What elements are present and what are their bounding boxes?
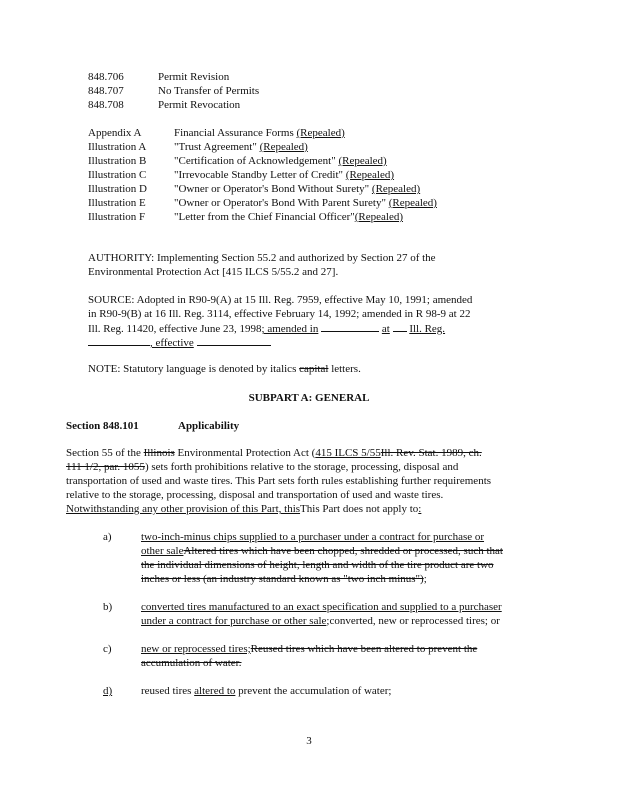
repealed-tag: (Repealed) (345, 169, 395, 181)
repealed-tag: (Repealed) (296, 127, 345, 139)
toc-section-title: Permit Revocation (158, 99, 241, 111)
illustration-label: Illustration C (88, 169, 147, 181)
illustration-title: "Owner or Operator's Bond Without Surety" (174, 183, 372, 195)
toc-section-number: 848.706 (88, 71, 124, 83)
illustration-label: Illustration B (88, 155, 147, 167)
blank-line (393, 321, 407, 332)
illustration-title: "Irrevocable Standby Letter of Credit" (174, 169, 346, 181)
toc-section-number: 848.707 (88, 85, 124, 97)
source-paragraph: SOURCE: Adopted in R90-9(A) at 15 Ill. Reg. 7959, effective May 10, 1991; amended in R90-9(B) at 16 Ill. Reg. 3114, effective February 14, 1992; amended in R 98-9 at 22 Ill. Reg. 11420, effective June 23, 1998; amended in at Ill. Reg. , effective (88, 294, 473, 349)
illustration-label: Illustration E (88, 197, 146, 209)
note-paragraph: NOTE: Statutory language is denoted by italics capital letters. (88, 363, 361, 375)
illustration-title: "Certification of Acknowledgement" (174, 155, 339, 167)
illustration-label: Illustration D (88, 183, 147, 195)
applicability-paragraph: Section 55 of the Illinois Environmental Protection Act (415 ILCS 5/55Ill. Rev. Stat. 1989, ch. 111 1/2, par. 1055) sets forth prohibitions relative to the storage, processing, disposal and transportation of used and waste tires. This Part sets forth rules establishing further requirements relative to the storage, processing, disposal and transportation of used and waste tires. Notwithstanding any other provision of this Part, thisThis Part does not apply to: (66, 447, 492, 515)
repealed-tag: (Repealed) (388, 197, 437, 209)
toc-section-number: 848.708 (88, 99, 124, 111)
repealed-tag: (Repealed) (371, 183, 421, 195)
illustration-title: "Owner or Operator's Bond With Parent Surety" (174, 197, 389, 209)
blank-line (88, 335, 150, 346)
subpart-heading: SUBPART A: GENERAL (248, 392, 370, 404)
section-heading (66, 419, 240, 433)
document-page: 848.706 Permit Revision 848.707 No Transfer of Permits 848.708 Permit Revocation Appendix A Financial Assurance Forms (Repealed) Illustration A "Trust Agreement" (Repealed) Illustration B "Certification of Acknowledgement" (Repealed) Illustration C "Irrevocable Standby Letter of Credit" (Repealed) Illustration D "Owner or Operator's Bond Without Surety" (Repealed) Illustration E "Owner or Operator's Bond With Parent Surety" (Repealed) Illustration F "Letter from the Chief Financial Officer"(Repealed) AUTHORITY: Implementing Section 55.2 and authorized by Section 27 of the Environmental Protection Act [415 ILCS 5/55.2 and 27]. SOURCE: Adopted in R90-9(A) at 15 Ill. Reg. 7959, effective May 10, 1991; amended in R90-9(B) at 16 Ill. Reg. 3114, effective February 14, 1992; amended in R 98-9 at 22 Ill. Reg. 11420, effective June 23, 1998; amended in at Ill. Reg. , effective NOTE: Statutory language is denoted by italics capital letters. SUBPART A: GENERAL Section 848.101 Applicability Section 55 of the Illinois Environmental Protection Act (415 ILCS 5/55Ill. Rev. Stat. 1989, ch. 111 1/2, par. 1055) sets forth prohibitions relative to the storage, processing, disposal and transportation of used and waste tires. This Part sets forth rules establishing further requirements relative to the storage, processing, disposal and transportation of used and waste tires. Notwithstanding any other provision of this Part, thisThis Part does not apply to: a) two-inch-minus chips supplied to a purchaser under a contract for purchase or other saleAltered tires which have been chopped, shredded or processed, such that the individual dimensions of height, length and width of the tire product are two inches or less (an industry standard known as "two inch minus"); b) converted tires manufactured to an exact specification and supplied to a purchaser under a contract for purchase or other sale;converted, new or reprocessed tires; or c) new or reprocessed tires;Reused tires which have been altered to prevent the accumulation of water. d) reused tires altered to prevent the accumulation of water; 3 (0, 0, 618, 800)
toc-section-title: No Transfer of Permits (158, 85, 260, 97)
section-title: Applicability (178, 420, 240, 432)
blank-line (197, 335, 271, 346)
page-number: 3 (306, 735, 312, 747)
illustration-title: "Letter from the Chief Financial Officer" (174, 211, 355, 223)
appendix-number: Appendix A (88, 127, 142, 139)
repealed-tag: (Repealed) (354, 211, 403, 223)
section-number: Section 848.101 (66, 420, 139, 432)
repealed-tag: (Repealed) (259, 141, 308, 153)
repealed-tag: (Repealed) (338, 155, 387, 167)
illustration-title: "Trust Agreement" (174, 141, 260, 153)
blank-line (321, 321, 379, 332)
appendix-title: Financial Assurance Forms (174, 127, 297, 139)
illustration-label: Illustration A (88, 141, 147, 153)
toc-section-title: Permit Revision (158, 71, 230, 83)
illustration-label: Illustration F (88, 211, 146, 223)
authority-paragraph: AUTHORITY: Implementing Section 55.2 and authorized by Section 27 of the Environmental Protection Act [415 ILCS 5/55.2 and 27]. (88, 252, 436, 278)
